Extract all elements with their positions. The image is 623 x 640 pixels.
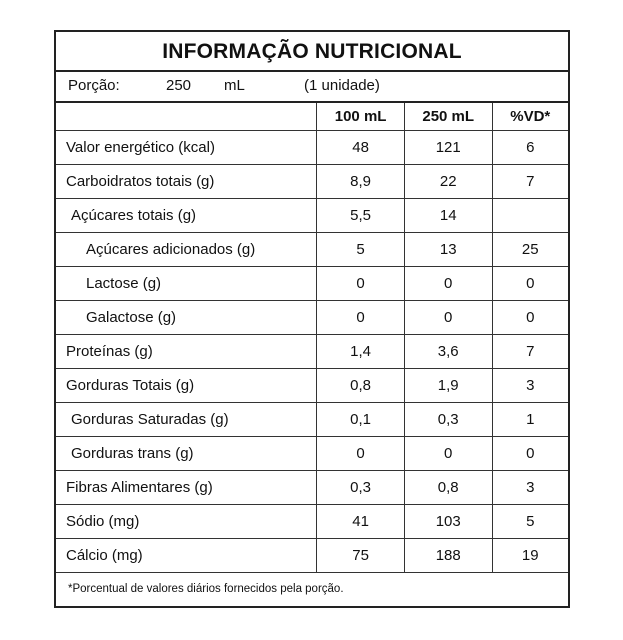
table-row xyxy=(56,402,568,436)
per-250ml-value: 13 xyxy=(404,232,492,266)
table-row xyxy=(56,368,568,402)
nutrition-table xyxy=(56,101,568,573)
nutrient-header-cell xyxy=(56,102,317,130)
per-250ml-value: 0 xyxy=(404,300,492,334)
per-100ml-value: 48 xyxy=(317,130,405,164)
daily-value: 0 xyxy=(492,266,568,300)
table-row xyxy=(56,232,568,266)
daily-value: 3 xyxy=(492,368,568,402)
per-100ml-value: 1,4 xyxy=(317,334,405,368)
nutrient-name: Lactose (g) xyxy=(56,266,317,300)
label-title: INFORMAÇÃO NUTRICIONAL xyxy=(162,40,462,63)
table-row xyxy=(56,538,568,572)
per-250ml-value: 3,6 xyxy=(404,334,492,368)
per-100ml-value: 0 xyxy=(317,266,405,300)
nutrient-name: Gorduras Saturadas (g) xyxy=(56,402,317,436)
portion-note: (1 unidade) xyxy=(304,77,380,94)
per-250ml-header: 250 mL xyxy=(404,102,492,130)
daily-value: 5 xyxy=(492,504,568,538)
daily-value: 1 xyxy=(492,402,568,436)
nutrient-name: Carboidratos totais (g) xyxy=(56,164,317,198)
per-250ml-value: 188 xyxy=(404,538,492,572)
per-250ml-value: 0 xyxy=(404,436,492,470)
daily-value: 19 xyxy=(492,538,568,572)
nutrient-name: Açúcares adicionados (g) xyxy=(56,232,317,266)
table-row xyxy=(56,334,568,368)
per-250ml-value: 22 xyxy=(404,164,492,198)
per-250ml-value: 14 xyxy=(404,198,492,232)
nutrient-name: Gorduras trans (g) xyxy=(56,436,317,470)
per-100ml-value: 75 xyxy=(317,538,405,572)
table-row xyxy=(56,504,568,538)
per-100ml-value: 0,1 xyxy=(317,402,405,436)
daily-value-header: %VD* xyxy=(492,102,568,130)
daily-value: 3 xyxy=(492,470,568,504)
per-250ml-value: 0 xyxy=(404,266,492,300)
nutrient-name: Fibras Alimentares (g) xyxy=(56,470,317,504)
table-row xyxy=(56,130,568,164)
portion-amount: 250 xyxy=(166,77,192,94)
portion-unit: mL xyxy=(224,77,245,94)
table-row xyxy=(56,300,568,334)
table-row xyxy=(56,164,568,198)
daily-value xyxy=(492,198,568,232)
nutrient-name: Cálcio (mg) xyxy=(56,538,317,572)
nutrient-name: Valor energético (kcal) xyxy=(56,130,317,164)
nutrient-name: Sódio (mg) xyxy=(56,504,317,538)
table-row xyxy=(56,470,568,504)
portion-label: Porção: xyxy=(68,77,120,94)
daily-value: 6 xyxy=(492,130,568,164)
nutrient-name: Proteínas (g) xyxy=(56,334,317,368)
daily-value: 0 xyxy=(492,436,568,470)
nutrition-facts-label xyxy=(54,30,570,608)
per-100ml-value: 0,3 xyxy=(317,470,405,504)
nutrient-name: Açúcares totais (g) xyxy=(56,198,317,232)
daily-value: 7 xyxy=(492,334,568,368)
daily-value: 0 xyxy=(492,300,568,334)
daily-value: 7 xyxy=(492,164,568,198)
per-100ml-header: 100 mL xyxy=(317,102,405,130)
per-100ml-value: 0 xyxy=(317,300,405,334)
per-100ml-value: 0,8 xyxy=(317,368,405,402)
per-100ml-value: 8,9 xyxy=(317,164,405,198)
daily-value: 25 xyxy=(492,232,568,266)
table-row xyxy=(56,198,568,232)
per-250ml-value: 121 xyxy=(404,130,492,164)
nutrient-name: Galactose (g) xyxy=(56,300,317,334)
nutrient-name: Gorduras Totais (g) xyxy=(56,368,317,402)
footnote: *Porcentual de valores diários fornecidos pela porção. xyxy=(68,583,344,595)
per-100ml-value: 5 xyxy=(317,232,405,266)
per-250ml-value: 1,9 xyxy=(404,368,492,402)
table-row xyxy=(56,266,568,300)
per-250ml-value: 103 xyxy=(404,504,492,538)
per-100ml-value: 0 xyxy=(317,436,405,470)
per-250ml-value: 0,8 xyxy=(404,470,492,504)
per-250ml-value: 0,3 xyxy=(404,402,492,436)
per-100ml-value: 5,5 xyxy=(317,198,405,232)
per-100ml-value: 41 xyxy=(317,504,405,538)
table-row xyxy=(56,436,568,470)
table-header-row xyxy=(56,102,568,130)
